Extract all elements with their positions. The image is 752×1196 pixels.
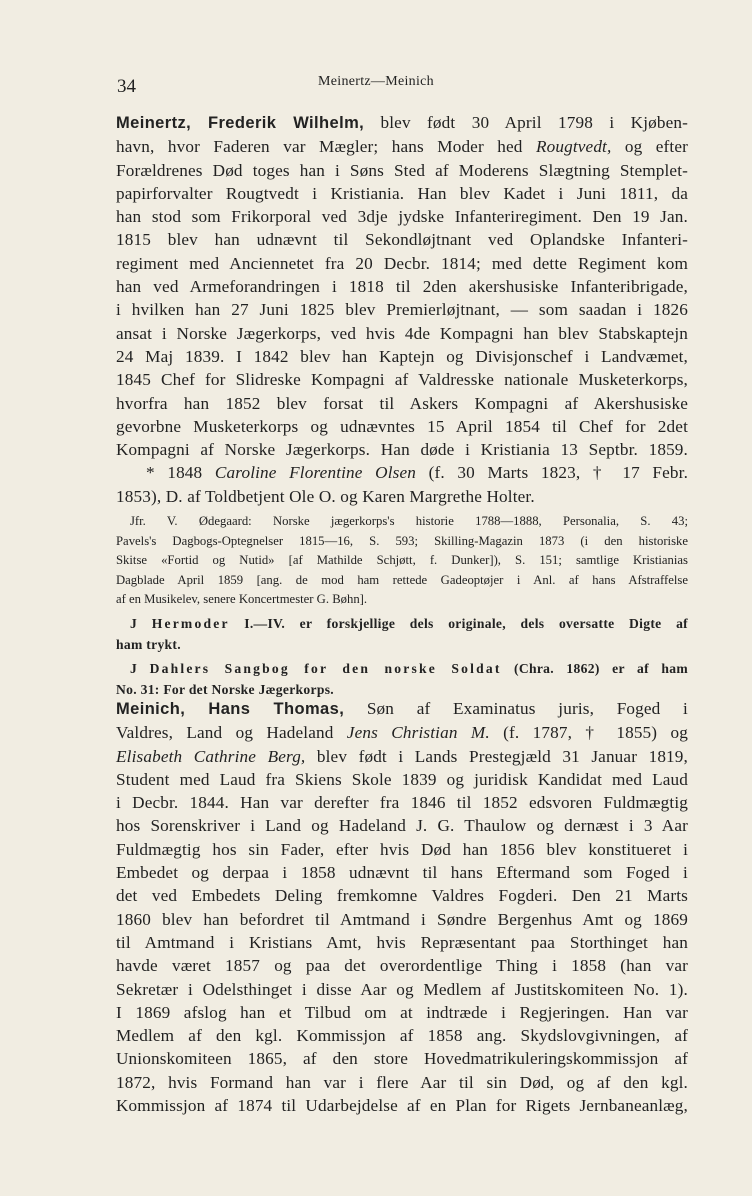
entry-text: 24 Maj 1839. I 1842 blev han Kaptejn og Divisjonschef i Landvæmet, [116,346,688,366]
father-name: Jens Christian M. [346,723,490,743]
spouse-name: Caroline Florentine Olsen [214,463,417,483]
entry-text: havde været 1857 og paa det overordentlige Thing i 1858 (han var [116,956,688,976]
entry-text: 1845 Chef for Slidreske Kompagni af Valdresske nationale Musketerkorps, [116,370,688,390]
works-title: Hermoder [151,616,230,632]
works-text: I.—IV. er forskjellige dels originale, dels oversatte Digte af [244,616,689,632]
entry-text: (f. 1787, † 1855) og [503,723,688,743]
entry-text: havn, hvor Faderen var Mægler; hans Moder hed [116,137,523,157]
works-text: No. 31: For det Norske Jægerkorps. [116,681,334,697]
entry-text: hos Sorenskriver i Land og Hadeland J. G. Thaulow og dernæst i 3 Aar [116,816,688,836]
page-number: 34 [117,76,136,97]
entry-name: Meinich, Hans Thomas, [116,700,345,718]
running-head: Meinertz—Meinich [318,74,434,89]
entry-text: Unionskomiteen 1865, af den store Hovedmatrikuleringskommissjon af [116,1049,688,1069]
reference-text: Skitse «Fortid og Nutid» [af Mathilde Schjøtt, f. Dunker]), S. 151; samtlige Kristianias [116,553,688,568]
works-title: Dahlers Sangbog for den norske Soldat [149,661,502,677]
reference-text: Dagblade April 1859 [ang. de mod ham rettede Gadeoptøjer i Anl. af hans Afstraffelse [116,572,688,587]
entry-text: blev født i Lands Prestegjæld 31 Januar 1819, [316,746,688,766]
entry-text: Forældrenes Død toges han i Søns Sted af Moderens Slægtning Stemplet- [116,160,688,180]
entry-text: Rougtvedt, [535,137,612,157]
entry-text: ansat i Norske Jægerkorps, ved hvis 4de Kompagni han blev Stabskaptejn [116,323,688,343]
works-text: (Chra. 1862) er af ham [514,661,688,677]
entry-text: 1872, hvis Formand han var i flere Aar til sin Død, og af den kgl. [116,1072,688,1092]
marriage-text: 1853), D. af Toldbetjent Ole O. og Karen Margrethe Holter. [116,486,535,506]
entry-text: Student med Laud fra Skiens Skole 1839 og juridisk Kandidat med Laud [116,769,688,789]
entry-text: blev født 30 April 1798 i Kjøben- [380,113,688,132]
entry-text: Valdres, Land og Hadeland [116,723,334,743]
entry-meinertz [116,111,688,700]
reference-text: af en Musikelev, senere Koncertmester G. Bøhn]. [116,592,368,607]
entry-text: og efter [624,137,688,157]
entry-text: det ved Embedets Deling fremkomne Valdres Fogderi. Den 21 Marts [116,886,688,906]
reference-text: Jfr. V. Ødegaard: Norske jægerkorps's historie 1788—1888, Personalia, S. 43; [130,514,688,529]
marriage-prefix: * 1848 [146,463,203,483]
entry-text: han stod som Frikorporal ved 3dje jydske Infanteriregiment. Den 19 Jan. [116,207,688,227]
entry-text: Medlem af den kgl. Kommissjon af 1858 ang. Skydslovgivningen, af [116,1026,688,1046]
reference-text: Pavels's Dagbogs-Optegnelser 1815—16, S. 593; Skilling-Magazin 1873 (i den historiske [116,533,688,548]
entry-text: i hvilken han 27 Juni 1825 blev Premierløjtnant, — som saadan i 1826 [116,300,688,320]
entry-text: Fuldmægtig hos sin Fader, efter hvis Død han 1856 blev konstitueret i [116,839,688,859]
entry-text: hvorfra han 1852 blev forsat til Askers Kompagni af Akershusiske [116,393,688,413]
entry-name: Meinertz, Frederik Wilhelm, [116,114,365,132]
entry-text: Embedet og derpaa i 1858 udnævnt til hans Eftermand som Foged i [116,863,688,883]
entry-text: Kommissjon af 1874 til Udarbejdelse af en Plan for Rigets Jernbaneanlæg, [116,1096,688,1116]
entry-meinich [116,697,688,1117]
entry-text: han ved Armeforandringen i 1818 til 2den akershusiske Infanteribrigade, [116,277,688,297]
entry-text: til Amtmand i Kristians Amt, hvis Repræsentant paa Storthinget han [116,932,688,952]
works-text: J [130,661,138,677]
mother-name: Elisabeth Cathrine Berg, [116,746,306,766]
entry-text: I 1869 afslog han et Tilbud om at indtræde i Regjeringen. Han var [116,1002,688,1022]
entry-text: 1860 blev han befordret til Amtmand i Søndre Bergenhus Amt og 1869 [116,909,688,929]
entry-text: Søn af Examinatus juris, Foged i [366,699,688,718]
marriage-text: (f. 30 Marts 1823, † 17 Febr. [428,463,689,483]
entry-text: Sekretær i Odelsthinget i disse Aar og Medlem af Justitskomiteen No. 1). [116,979,688,999]
entry-text: regiment med Anciennetet fra 20 Decbr. 1814; med dette Regiment kom [116,253,688,273]
works-text: J [130,616,138,632]
entry-text: i Decbr. 1844. Han var derefter fra 1846 til 1852 edsvoren Fuldmægtig [116,793,688,813]
entry-text: papirforvalter Rougtvedt i Kristiania. Han blev Kadet i Juni 1811, da [116,183,688,203]
works-text: ham trykt. [116,636,181,652]
entry-text: gevorbne Musketerkorps og udnævntes 15 April 1854 til Chef for 2det [116,416,688,436]
entry-text: 1815 blev han udnævnt til Sekondløjtnant ved Oplandske Infanteri- [116,230,688,250]
entry-text: Kompagni af Norske Jægerkorps. Han døde i Kristiania 13 Septbr. 1859. [116,440,688,460]
